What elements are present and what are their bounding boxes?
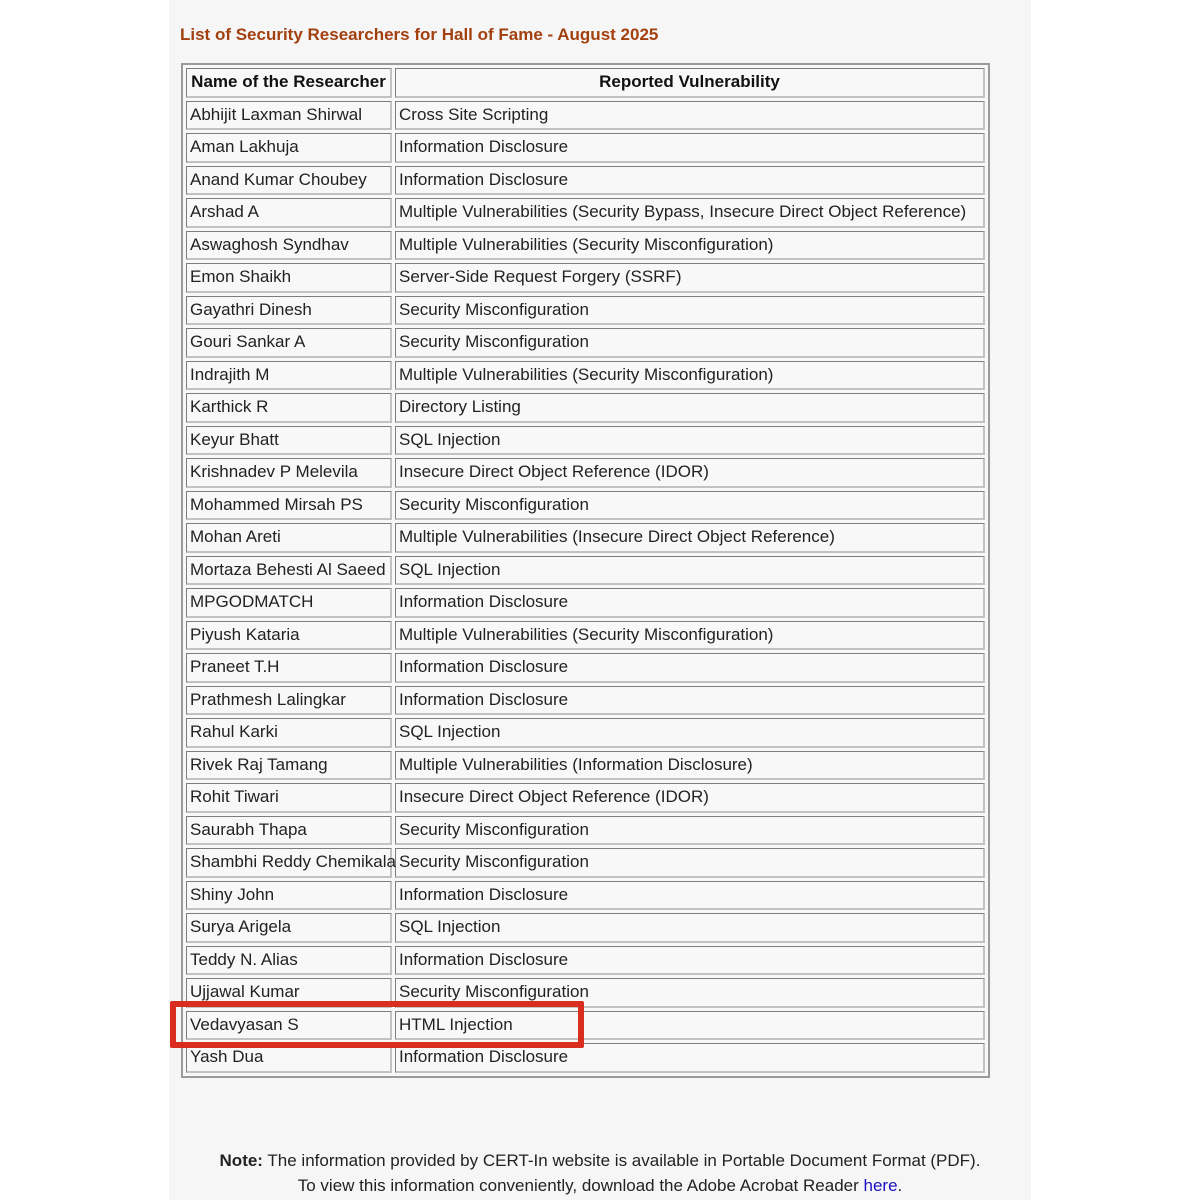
note-line-1 (0, 1148, 1200, 1173)
researcher-name-cell: Aswaghosh Syndhav (186, 231, 392, 261)
header-researcher-name: Name of the Researcher (186, 68, 392, 98)
table-row (186, 231, 985, 261)
table-row (186, 913, 985, 943)
researcher-name-cell: Saurabh Thapa (186, 816, 392, 846)
vulnerability-cell: Security Misconfiguration (395, 848, 985, 878)
table-row (186, 166, 985, 196)
header-reported-vulnerability: Reported Vulnerability (395, 68, 985, 98)
table-row (186, 881, 985, 911)
table-row (186, 133, 985, 163)
vulnerability-cell: Information Disclosure (395, 686, 985, 716)
table-row (186, 556, 985, 586)
table-row (186, 816, 985, 846)
table-row (186, 946, 985, 976)
note-label: Note: (219, 1151, 263, 1170)
table-row (186, 101, 985, 131)
table-row (186, 1011, 985, 1041)
acrobat-download-link[interactable]: here (863, 1176, 898, 1195)
note-text-1: The information provided by CERT-In website is available in Portable Document Format (PDF). (267, 1151, 981, 1170)
researcher-name-cell: Arshad A (186, 198, 392, 228)
note-section (0, 1148, 1200, 1198)
vulnerability-cell: SQL Injection (395, 913, 985, 943)
table-row (186, 621, 985, 651)
researcher-name-cell: Prathmesh Lalingkar (186, 686, 392, 716)
researcher-name-cell: Gouri Sankar A (186, 328, 392, 358)
note-text-2: To view this information conveniently, download the Adobe Acrobat Reader (297, 1176, 859, 1195)
vulnerability-cell: Security Misconfiguration (395, 328, 985, 358)
table-row (186, 653, 985, 683)
vulnerability-cell: Multiple Vulnerabilities (Information Disclosure) (395, 751, 985, 781)
hall-of-fame-table (181, 63, 990, 1078)
researcher-name-cell: Rohit Tiwari (186, 783, 392, 813)
vulnerability-cell: Multiple Vulnerabilities (Security Misconfiguration) (395, 361, 985, 391)
researcher-name-cell: Praneet T.H (186, 653, 392, 683)
table-row (186, 361, 985, 391)
table-row (186, 458, 985, 488)
researcher-name-cell: Vedavyasan S (186, 1011, 392, 1041)
note-line-2 (0, 1173, 1200, 1198)
researcher-name-cell: Rahul Karki (186, 718, 392, 748)
researcher-name-cell: Rivek Raj Tamang (186, 751, 392, 781)
vulnerability-cell: Information Disclosure (395, 166, 985, 196)
researcher-name-cell: MPGODMATCH (186, 588, 392, 618)
table-row (186, 426, 985, 456)
vulnerability-cell: Multiple Vulnerabilities (Security Misconfiguration) (395, 621, 985, 651)
vulnerability-cell: Multiple Vulnerabilities (Security Bypass, Insecure Direct Object Reference) (395, 198, 985, 228)
table-row (186, 718, 985, 748)
researcher-name-cell: Aman Lakhuja (186, 133, 392, 163)
table-row (186, 751, 985, 781)
vulnerability-cell: Insecure Direct Object Reference (IDOR) (395, 458, 985, 488)
vulnerability-cell: Information Disclosure (395, 588, 985, 618)
researcher-name-cell: Mohan Areti (186, 523, 392, 553)
researcher-name-cell: Teddy N. Alias (186, 946, 392, 976)
researcher-name-cell: Keyur Bhatt (186, 426, 392, 456)
table-row (186, 393, 985, 423)
researcher-name-cell: Shambhi Reddy Chemikala (186, 848, 392, 878)
researcher-name-cell: Karthick R (186, 393, 392, 423)
table-header-row (186, 68, 985, 98)
vulnerability-cell: Security Misconfiguration (395, 296, 985, 326)
vulnerability-cell: Multiple Vulnerabilities (Insecure Direct Object Reference) (395, 523, 985, 553)
vulnerability-cell: SQL Injection (395, 426, 985, 456)
vulnerability-cell: HTML Injection (395, 1011, 985, 1041)
vulnerability-cell: Security Misconfiguration (395, 491, 985, 521)
researcher-name-cell: Piyush Kataria (186, 621, 392, 651)
researcher-name-cell: Surya Arigela (186, 913, 392, 943)
table-row (186, 296, 985, 326)
vulnerability-cell: SQL Injection (395, 556, 985, 586)
researcher-name-cell: Emon Shaikh (186, 263, 392, 293)
table-row (186, 848, 985, 878)
table-row (186, 686, 985, 716)
vulnerability-cell: Information Disclosure (395, 1043, 985, 1073)
researcher-name-cell: Krishnadev P Melevila (186, 458, 392, 488)
vulnerability-cell: Directory Listing (395, 393, 985, 423)
vulnerability-cell: Security Misconfiguration (395, 816, 985, 846)
note-text-2-end: . (897, 1176, 903, 1195)
vulnerability-cell: Security Misconfiguration (395, 978, 985, 1008)
researcher-name-cell: Anand Kumar Choubey (186, 166, 392, 196)
researcher-name-cell: Indrajith M (186, 361, 392, 391)
researcher-name-cell: Mohammed Mirsah PS (186, 491, 392, 521)
researcher-name-cell: Yash Dua (186, 1043, 392, 1073)
table-row (186, 523, 985, 553)
vulnerability-cell: Multiple Vulnerabilities (Security Misconfiguration) (395, 231, 985, 261)
vulnerability-cell: SQL Injection (395, 718, 985, 748)
table-row (186, 263, 985, 293)
vulnerability-cell: Server-Side Request Forgery (SSRF) (395, 263, 985, 293)
vulnerability-cell: Information Disclosure (395, 653, 985, 683)
page-container (169, 0, 1031, 1200)
table-row (186, 978, 985, 1008)
researcher-name-cell: Abhijit Laxman Shirwal (186, 101, 392, 131)
vulnerability-cell: Insecure Direct Object Reference (IDOR) (395, 783, 985, 813)
researcher-name-cell: Ujjawal Kumar (186, 978, 392, 1008)
vulnerability-cell: Cross Site Scripting (395, 101, 985, 131)
table-body (186, 101, 985, 1073)
vulnerability-cell: Information Disclosure (395, 133, 985, 163)
table-row (186, 198, 985, 228)
researcher-name-cell: Shiny John (186, 881, 392, 911)
table-row (186, 328, 985, 358)
table-row (186, 588, 985, 618)
vulnerability-cell: Information Disclosure (395, 881, 985, 911)
vulnerability-cell: Information Disclosure (395, 946, 985, 976)
table-row (186, 783, 985, 813)
page-title: List of Security Researchers for Hall of Fame - August 2025 (180, 25, 659, 44)
researcher-name-cell: Mortaza Behesti Al Saeed (186, 556, 392, 586)
table-row (186, 1043, 985, 1073)
researcher-name-cell: Gayathri Dinesh (186, 296, 392, 326)
table-row (186, 491, 985, 521)
